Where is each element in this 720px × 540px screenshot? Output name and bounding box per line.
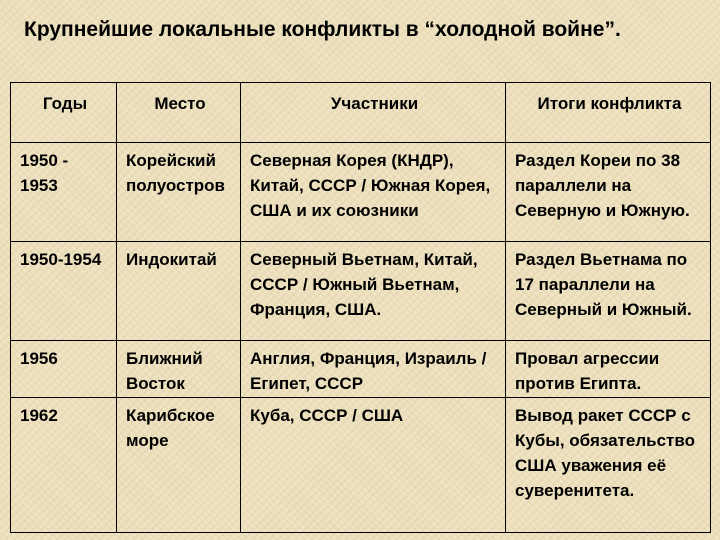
page-title: Крупнейшие локальные конфликты в “холодной войне”. xyxy=(24,18,621,41)
cell-participants: Северный Вьетнам, Китай, СССР / Южный Вьетнам, Франция, США. xyxy=(241,242,506,341)
cell-years: 1962 xyxy=(11,398,117,533)
header-outcome: Итоги конфликта xyxy=(506,83,711,143)
header-years: Годы xyxy=(11,83,117,143)
cell-years: 1950 - 1953 xyxy=(11,143,117,242)
cell-place: Индокитай xyxy=(117,242,241,341)
cell-outcome: Раздел Вьетнама по 17 параллели на Северный и Южный. xyxy=(506,242,711,341)
table-row xyxy=(11,341,711,398)
table-row xyxy=(11,398,711,533)
cell-participants: Англия, Франция, Израиль / Египет, СССР xyxy=(241,341,506,398)
table-row xyxy=(11,143,711,242)
cell-place: Ближний Восток xyxy=(117,341,241,398)
header-place: Место xyxy=(117,83,241,143)
table-row xyxy=(11,242,711,341)
header-participants: Участники xyxy=(241,83,506,143)
cell-outcome: Вывод ракет СССР с Кубы, обязательство США уважения её суверенитета. xyxy=(506,398,711,533)
cell-place: Корейский полуостров xyxy=(117,143,241,242)
cell-participants: Куба, СССР / США xyxy=(241,398,506,533)
cell-place: Карибское море xyxy=(117,398,241,533)
cell-outcome: Провал агрессии против Египта. xyxy=(506,341,711,398)
conflicts-table xyxy=(10,82,711,533)
cell-participants: Северная Корея (КНДР), Китай, СССР / Южная Корея, США и их союзники xyxy=(241,143,506,242)
cell-outcome: Раздел Кореи по 38 параллели на Северную и Южную. xyxy=(506,143,711,242)
table-header-row xyxy=(11,83,711,143)
cell-years: 1956 xyxy=(11,341,117,398)
cell-years: 1950-1954 xyxy=(11,242,117,341)
